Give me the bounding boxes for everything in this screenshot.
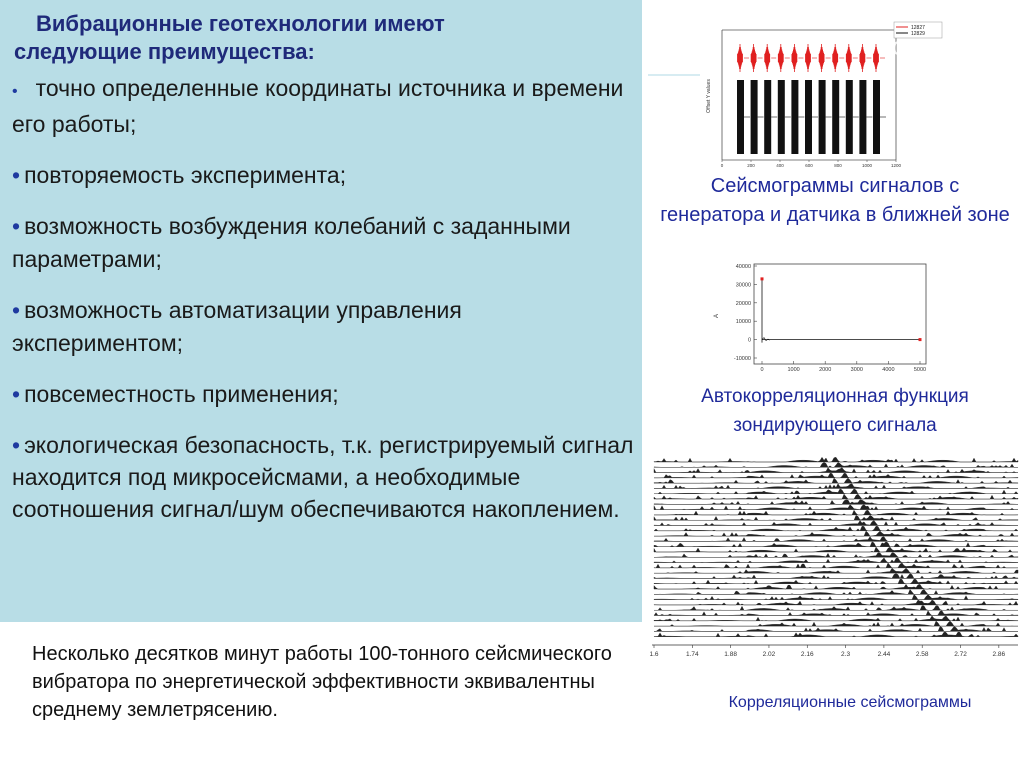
bullet-item — [12, 159, 637, 192]
bullet-item — [12, 210, 637, 276]
bullet-text: экологическая безопасность, т.к. регистрируемый сигнал находится под микросейсмами, а необходимые соотношения сигнал/шум обеспечиваются накоплением. — [12, 432, 634, 522]
correlation-caption: Корреляционные сейсмограммы — [728, 694, 972, 711]
bullet-text: точно определенные координаты источника и времени его работы; — [12, 75, 624, 137]
bullet-item — [12, 378, 637, 411]
x-tick-label: 1200 — [890, 163, 902, 168]
bullet-text: возможность возбуждения колебаний с заданными параметрами; — [12, 213, 571, 272]
bullet-marker: • — [12, 83, 18, 100]
slide-counter: 0/180 — [893, 38, 944, 60]
bullet-list — [12, 72, 637, 543]
x-tick-label: 200 — [747, 163, 755, 168]
seismogram-y-label: Offset Y values — [706, 79, 712, 113]
bullet-marker: • — [12, 162, 21, 188]
x-tick-label: 1.6 — [649, 651, 659, 658]
x-tick-label: 3000 — [850, 367, 863, 373]
bullet-item — [12, 72, 637, 141]
autocorrelation-axes — [754, 264, 926, 364]
x-tick-label: 4000 — [882, 367, 895, 373]
autocorrelation-caption: Автокорреляционная функция зондирующего сигнала — [701, 386, 969, 436]
trace-ringing — [762, 338, 770, 341]
y-tick-label: 0 — [747, 337, 751, 344]
y-tick-label: 40000 — [735, 264, 751, 270]
x-tick-label: 1000 — [787, 367, 800, 373]
x-tick-label: 800 — [834, 163, 842, 168]
red-burst — [833, 44, 838, 72]
red-burst — [874, 44, 879, 72]
x-tick-label: 2.3 — [841, 651, 851, 658]
autocorrelation-x-ticks — [760, 361, 926, 373]
black-burst — [832, 80, 839, 154]
y-tick-label: 30000 — [735, 282, 751, 289]
bullet-item — [12, 429, 637, 525]
black-burst — [751, 80, 758, 154]
black-burst — [764, 80, 771, 154]
y-tick-label: 10000 — [735, 319, 751, 326]
x-tick-label: 2.02 — [762, 651, 776, 658]
x-tick-label: 2000 — [819, 367, 832, 373]
red-burst — [846, 44, 851, 72]
y-tick-label: 20000 — [735, 300, 751, 307]
red-burst — [751, 44, 756, 72]
x-tick-label: 1000 — [861, 163, 873, 168]
bullet-marker: • — [12, 213, 21, 239]
bullet-text: повсеместность применения; — [24, 381, 339, 407]
x-tick-label: 2.58 — [915, 651, 929, 658]
divider-line — [648, 74, 700, 76]
bullet-marker: • — [12, 381, 21, 407]
x-tick-label: 0 — [720, 163, 724, 168]
black-burst — [859, 80, 866, 154]
data-point — [761, 277, 764, 280]
x-tick-label: 1.88 — [724, 651, 737, 658]
series-12829-trace — [737, 80, 886, 154]
red-burst — [765, 44, 770, 72]
bullet-text: возможность автоматизации управления экспериментом; — [12, 297, 462, 356]
seismogram-legend — [894, 22, 942, 38]
black-burst — [819, 80, 826, 154]
black-burst — [805, 80, 812, 154]
x-tick-label: 0 — [760, 367, 764, 373]
red-burst — [860, 44, 865, 72]
legend-series-12827: 12827 — [911, 25, 925, 31]
bullet-item — [12, 294, 637, 360]
bottom-note: Несколько десятков минут работы 100-тонного сейсмического вибратора по энергетической эффективности эквивалентны среднему землетрясению. — [32, 643, 612, 721]
bullet-text: повторяемость эксперимента; — [24, 162, 347, 188]
red-burst — [778, 44, 783, 72]
x-tick-label: 1.74 — [685, 651, 699, 658]
correlation-seismogram-chart — [646, 454, 1022, 662]
heading-line-2: следующие преимущества: — [14, 39, 315, 64]
slide-heading — [14, 10, 574, 66]
bullet-marker: • — [12, 297, 21, 323]
red-burst — [806, 44, 811, 72]
x-tick-label: 2.44 — [877, 651, 891, 658]
x-tick-label: 2.72 — [954, 651, 967, 658]
y-tick-label: -10000 — [733, 356, 751, 362]
x-tick-label: 2.16 — [800, 651, 814, 658]
x-tick-label: 400 — [776, 163, 784, 168]
x-tick-label: 600 — [805, 163, 813, 168]
red-burst — [819, 44, 824, 72]
red-burst — [738, 44, 743, 72]
autocorrelation-y-ticks — [734, 264, 757, 362]
red-burst — [792, 44, 797, 72]
autocorrelation-y-label: A — [714, 313, 720, 319]
black-burst — [778, 80, 785, 154]
black-burst — [873, 80, 880, 154]
black-burst — [846, 80, 853, 154]
black-burst — [737, 80, 744, 154]
bullet-marker: • — [12, 432, 21, 458]
x-tick-label: 2.86 — [992, 651, 1006, 658]
data-point — [919, 338, 922, 341]
seismogram-caption: Сейсмограммы сигналов с генератора и датчика в ближней зоне — [660, 175, 1010, 226]
seismogram-x-ticks — [721, 160, 902, 168]
autocorrelation-chart — [702, 258, 932, 374]
autocorrelation-trace — [761, 277, 922, 342]
series-12827-trace — [738, 44, 886, 72]
legend-series-12829: 12829 — [911, 31, 925, 37]
heading-line-1: Вибрационные геотехнологии имеют — [36, 11, 445, 36]
black-burst — [791, 80, 798, 154]
x-tick-label: 5000 — [913, 367, 927, 373]
